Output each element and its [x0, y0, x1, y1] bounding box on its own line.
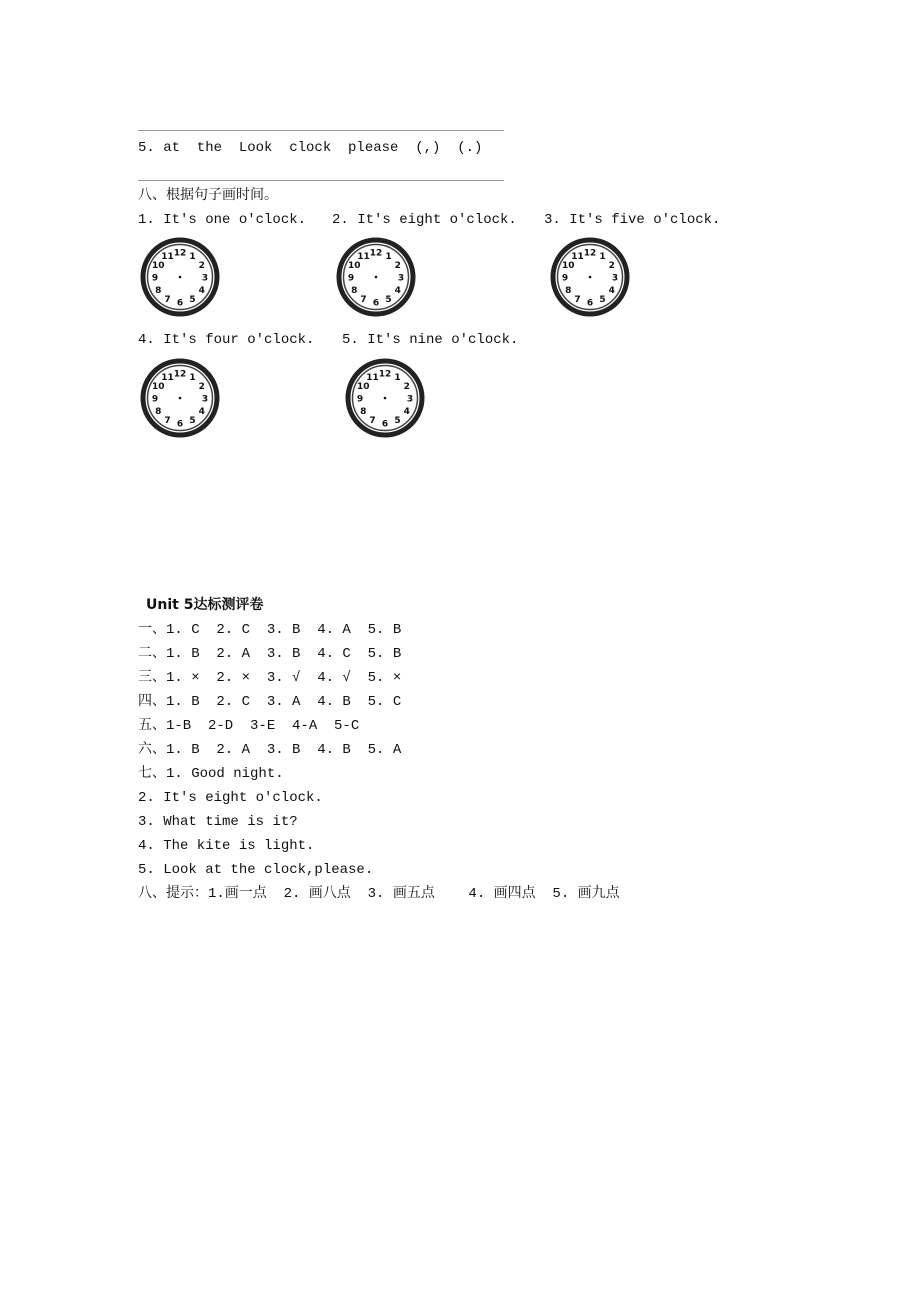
clock-number: 4 [198, 286, 205, 296]
clock-number: 2 [198, 261, 205, 271]
clock-number: 3 [611, 273, 619, 284]
clock-number: 6 [381, 419, 389, 430]
clock-prompt-1: 1. It's one o'clock. [138, 212, 307, 228]
clock-center [179, 397, 182, 400]
clock-number: 6 [372, 298, 380, 309]
clock-face-icon[interactable] [550, 237, 630, 317]
clock-number: 8 [155, 407, 162, 417]
clock-number: 1 [599, 251, 606, 262]
clock-number: 7 [360, 295, 367, 306]
clock-number: 11 [571, 251, 584, 262]
clock-number: 12 [173, 369, 187, 380]
clock-number: 9 [347, 273, 355, 284]
answer-line-12: 八、提示：1.画一点 2. 画八点 3. 画五点 4. 画四点 5. 画九点 [138, 886, 620, 902]
clock-number: 8 [155, 286, 162, 296]
section-8-title: 八、根据句子画时间。 [138, 188, 278, 204]
answer-line-7: 七、1. Good night. [138, 766, 284, 782]
clock-number: 10 [562, 261, 575, 271]
clock-number: 12 [583, 248, 597, 259]
clock-number: 7 [574, 295, 581, 306]
clock-number: 2 [198, 382, 205, 392]
clock-number: 3 [201, 394, 209, 405]
answer-line-2: 二、1. B 2. A 3. B 4. C 5. B [138, 646, 402, 662]
clock-number: 2 [403, 382, 410, 392]
answer-line-6: 六、1. B 2. A 3. B 4. B 5. A [138, 742, 402, 758]
clock-number: 5 [599, 295, 606, 306]
q7-item-5: 5. at the Look clock please (,) (.) [138, 140, 483, 156]
clock-number: 4 [403, 407, 410, 417]
clock-prompt-4: 4. It's four o'clock. [138, 332, 315, 348]
clock-number: 10 [357, 382, 370, 392]
clock-number: 6 [176, 298, 184, 309]
answer-line-1: 一、1. C 2. C 3. B 4. A 5. B [138, 622, 402, 638]
answer-line [138, 180, 504, 181]
clock-number: 4 [198, 407, 205, 417]
clock-number: 8 [565, 286, 572, 296]
clock-number: 10 [152, 261, 165, 271]
clock-number: 1 [394, 372, 401, 383]
clock-number: 12 [378, 369, 392, 380]
answer-line-4: 四、1. B 2. C 3. A 4. B 5. C [138, 694, 402, 710]
clock-number: 10 [152, 382, 165, 392]
clock-number: 1 [189, 251, 196, 262]
clock-number: 5 [385, 295, 392, 306]
answer-line-5: 五、1-B 2-D 3-E 4-A 5-C [138, 718, 360, 734]
clock-face-icon[interactable] [345, 358, 425, 438]
clock-prompt-5: 5. It's nine o'clock. [342, 332, 519, 348]
clock-center [589, 276, 592, 279]
clock-number: 5 [189, 416, 196, 427]
answer-line-9: 3. What time is it? [138, 814, 298, 830]
clock-face-icon[interactable] [336, 237, 416, 317]
clock-prompt-2: 2. It's eight o'clock. [332, 212, 517, 228]
clock-number: 1 [385, 251, 392, 262]
answer-line-8: 2. It's eight o'clock. [138, 790, 323, 806]
clock-number: 2 [608, 261, 615, 271]
clock-number: 11 [357, 251, 370, 262]
clock-number: 8 [351, 286, 358, 296]
clock-number: 5 [189, 295, 196, 306]
clock-number: 11 [366, 372, 379, 383]
clock-number: 7 [164, 416, 171, 427]
answers-title: Unit 5达标测评卷 [146, 597, 264, 613]
clock-number: 3 [201, 273, 209, 284]
clock-number: 11 [161, 372, 174, 383]
clock-number: 8 [360, 407, 367, 417]
clock-face-icon[interactable] [140, 358, 220, 438]
clock-center [179, 276, 182, 279]
clock-number: 7 [164, 295, 171, 306]
clock-number: 9 [356, 394, 364, 405]
clock-number: 10 [348, 261, 361, 271]
clock-number: 3 [397, 273, 405, 284]
clock-face-icon[interactable] [140, 237, 220, 317]
clock-number: 4 [608, 286, 615, 296]
clock-number: 7 [369, 416, 376, 427]
clock-number: 1 [189, 372, 196, 383]
clock-prompt-3: 3. It's five o'clock. [544, 212, 721, 228]
clock-number: 9 [151, 394, 159, 405]
clock-number: 12 [369, 248, 383, 259]
clock-number: 6 [176, 419, 184, 430]
answer-line-10: 4. The kite is light. [138, 838, 315, 854]
clock-center [375, 276, 378, 279]
clock-number: 6 [586, 298, 594, 309]
clock-number: 9 [151, 273, 159, 284]
clock-number: 3 [406, 394, 414, 405]
clock-number: 2 [394, 261, 401, 271]
clock-number: 9 [561, 273, 569, 284]
clock-number: 4 [394, 286, 401, 296]
answer-line-11: 5. Look at the clock,please. [138, 862, 374, 878]
clock-number: 12 [173, 248, 187, 259]
clock-number: 5 [394, 416, 401, 427]
clock-center [384, 397, 387, 400]
answer-line [138, 130, 504, 131]
clock-number: 11 [161, 251, 174, 262]
answer-line-3: 三、1. × 2. × 3. √ 4. √ 5. × [138, 670, 402, 686]
